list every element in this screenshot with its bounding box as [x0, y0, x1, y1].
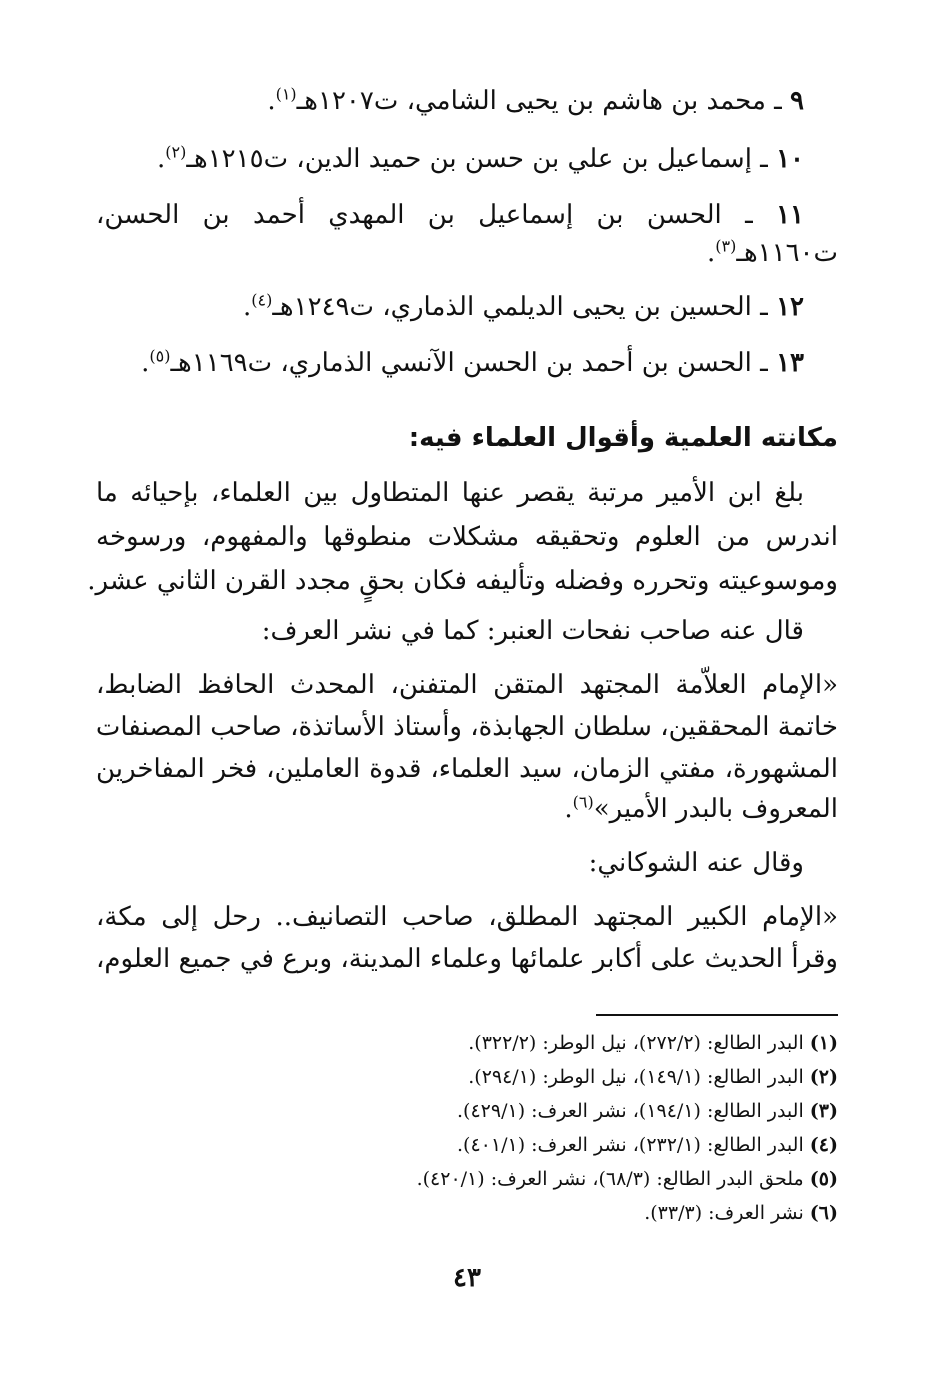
list-item: ٩ ـ محمد بن هاشم بن يحيى الشامي، ت١٢٠٧هـ$^{(١)}$.	[267, 84, 804, 116]
list-item-number: ١٢	[776, 292, 804, 322]
quote-line: وقرأ الحديث على أكابر علمائها وعلماء المدينة، وبرع في جميع العلوم،	[96, 944, 838, 974]
quote-line: «الإمام الكبير المجتهد المطلق، صاحب التصانيف.. رحل إلى مكة،	[96, 902, 838, 932]
footnote-number: (٤)	[809, 1134, 838, 1156]
footnote-text: ملحق البدر الطالع: (٦٨/٣)، نشر العرف: (٤٢٠/١).	[416, 1168, 804, 1190]
list-item: ١٠ ـ إسماعيل بن علي بن حسن بن حميد الدين، ت١٢١٥هـ$^{(٢)}$.	[157, 142, 804, 174]
page-number: ٤٣	[453, 1263, 481, 1293]
list-item: ١٣ ـ الحسن بن أحمد بن الحسن الآنسي الذماري، ت١١٦٩هـ$^{(٥)}$.	[141, 346, 804, 378]
footnote-number: (٦)	[809, 1202, 838, 1224]
quote-intro: قال عنه صاحب نفحات العنبر: كما في نشر العرف:	[261, 616, 804, 646]
footnote-number: (٢)	[809, 1066, 838, 1088]
footnote-text: البدر الطالع: (١٤٩/١)، نيل الوطر: (٢٩٤/١).	[468, 1066, 804, 1088]
quote-end-text: المعروف بالبدر الأمير»	[593, 794, 838, 824]
footnote-text: البدر الطالع: (٢٣٢/١)، نشر العرف: (٤٠١/١).	[457, 1134, 804, 1156]
quote-line: المعروف بالبدر الأمير»$^{(٦)}$.	[564, 792, 838, 824]
footnote-ref[interactable]: (١)	[275, 84, 297, 104]
footnote	[96, 1164, 838, 1194]
footnote-number: (٣)	[809, 1100, 838, 1122]
list-item: ١٢ ـ الحسين بن يحيى الديلمي الذماري، ت١٢٤٩هـ$^{(٤)}$.	[242, 290, 804, 322]
list-item-number: ٩	[790, 86, 804, 116]
footnote-ref[interactable]: (٤)	[251, 290, 273, 310]
list-item-text: ـ محمد بن هاشم بن يحيى الشامي، ت١٢٠٧هـ	[296, 86, 782, 116]
footnote-ref[interactable]: (٣)	[715, 236, 737, 256]
footnote-text: البدر الطالع: (٢٧٢/٢)، نيل الوطر: (٣٢٢/٢).	[468, 1032, 804, 1054]
footnote-text: البدر الطالع: (١٩٤/١)، نشر العرف: (٤٢٩/١).	[457, 1100, 804, 1122]
quote-line: «الإمام العلاّمة المجتهد المتقن المتفنن، المحدث الحافظ الضابط،	[96, 670, 838, 700]
list-item	[96, 198, 838, 232]
list-item-number: ١٣	[776, 348, 804, 378]
list-item-number: ١١	[776, 200, 805, 230]
footnote	[96, 1062, 838, 1092]
footnote-separator	[596, 1014, 838, 1016]
paragraph-line: وموسوعيته وتحرره وفضله وتأليفه فكان بحقٍ مجدد القرن الثاني عشر.	[87, 566, 838, 596]
footnote-number: (٥)	[809, 1168, 838, 1190]
section-heading: مكانته العلمية وأقوال العلماء فيه:	[408, 423, 838, 453]
list-item-text: ـ إسماعيل بن علي بن حسن بن حميد الدين، ت١٢١٥هـ	[186, 144, 768, 174]
list-item-text: ت١١٦٠هـ	[736, 238, 838, 268]
footnote	[96, 1198, 838, 1228]
quote-intro: وقال عنه الشوكاني:	[588, 848, 804, 878]
footnote	[96, 1028, 838, 1058]
quote-line: خاتمة المحققين، سلطان الجهابذة، وأستاذ الأساتذة، صاحب المصنفات	[95, 712, 838, 742]
footnote-number: (١)	[809, 1032, 838, 1054]
footnote-text: نشر العرف: (٣٣/٣).	[644, 1202, 804, 1224]
footnote-ref[interactable]: (٥)	[149, 346, 171, 366]
list-item-number: ١٠	[776, 144, 804, 174]
paragraph-line: بلغ ابن الأمير مرتبة يقصر عنها المتطاول بين العلماء، بإحيائه ما	[96, 478, 804, 508]
paragraph-line: اندرس من العلوم وتحقيقه مشكلات منطوقها والمفهوم، ورسوخه	[96, 522, 838, 552]
list-item-continuation: ت١١٦٠هـ$^{(٣)}$.	[706, 236, 838, 268]
quote-line: المشهورة، مفتي الزمان، سيد العلماء، قدوة العاملين، فخر المفاخرين	[96, 754, 838, 784]
footnote	[96, 1096, 838, 1126]
footnote	[96, 1130, 838, 1160]
list-item-text: ـ الحسين بن يحيى الديلمي الذماري، ت١٢٤٩هـ	[272, 292, 768, 322]
footnote-ref[interactable]: (٦)	[572, 792, 594, 812]
book-page	[87, 0, 838, 1386]
footnote-ref[interactable]: (٢)	[165, 142, 187, 162]
list-item-text: ـ الحسن بن أحمد بن الحسن الآنسي الذماري، ت١١٦٩هـ	[170, 348, 768, 378]
list-item-text: ـ الحسن بن إسماعيل بن المهدي أحمد بن الحسن،	[96, 200, 753, 230]
